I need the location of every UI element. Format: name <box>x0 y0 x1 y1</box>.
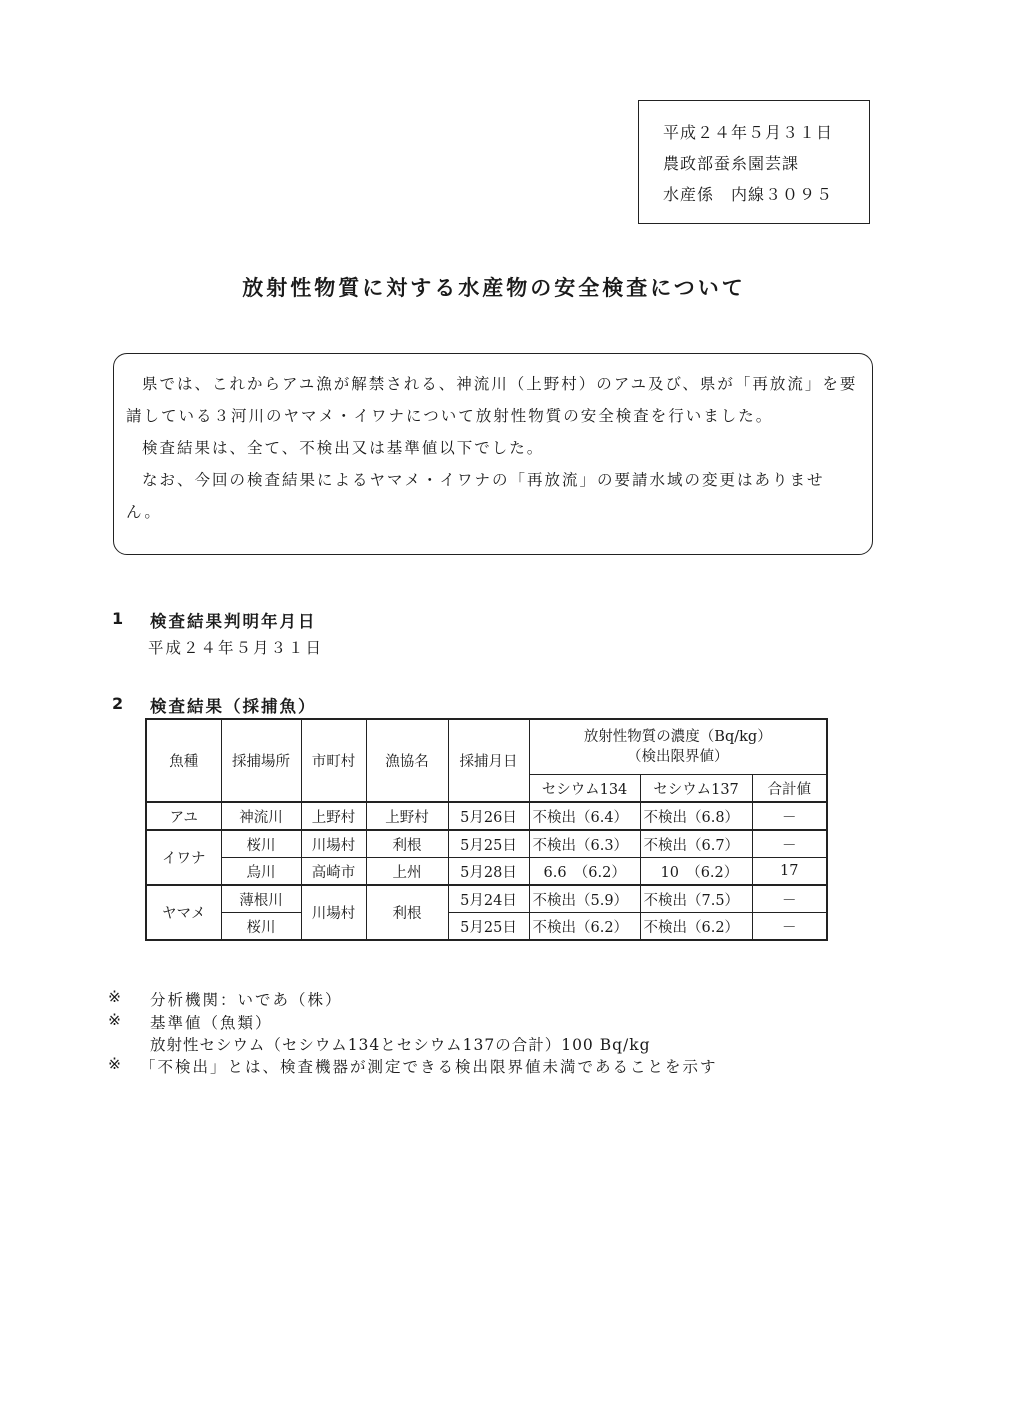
table-row <box>146 885 827 913</box>
document-title: 放射性物質に対する水産物の安全検査について <box>242 276 746 300</box>
header-concentration-label: 放射性物質の濃度（Bq/kg） <box>583 729 772 745</box>
municipality-cell: 川場村 <box>301 830 366 858</box>
summary-paragraph-3: なお、今回の検査結果によるヤマメ・イワナの「再放流」の要請水域の変更はありません。 <box>126 471 825 521</box>
header-location: 採捕場所 <box>221 719 301 802</box>
location-cell: 桜川 <box>221 830 301 858</box>
note-mark: ※ <box>108 1011 121 1029</box>
location-cell: 桜川 <box>221 913 301 941</box>
cs137-cell: 不検出（6.2） <box>640 913 752 941</box>
coop-cell: 上州 <box>366 858 448 886</box>
table-row <box>146 858 827 886</box>
note-not-detected: 「不検出」とは、検査機器が測定できる検出限界値未満であることを示す <box>140 1058 718 1076</box>
species-cell: イワナ <box>146 830 221 885</box>
section-1-value: 平成２４年５月３１日 <box>148 639 324 657</box>
coop-cell: 上野村 <box>366 802 448 830</box>
header-municipality: 市町村 <box>301 719 366 802</box>
header-info-box <box>638 100 870 224</box>
municipality-cell: 川場村 <box>301 885 366 940</box>
cs134-cell: 不検出（6.3） <box>529 830 640 858</box>
header-cs134: セシウム134 <box>529 775 640 803</box>
municipality-cell: 上野村 <box>301 802 366 830</box>
header-contact: 水産係 内線３０９５ <box>663 185 834 204</box>
total-cell: 17 <box>752 858 827 886</box>
cs134-cell: 不検出（6.2） <box>529 913 640 941</box>
cs137-cell: 10 （6.2） <box>640 858 752 886</box>
total-cell: － <box>752 913 827 941</box>
section-2-number: 2 <box>112 694 124 713</box>
date-cell: 5月24日 <box>448 885 529 913</box>
summary-paragraph-2: 検査結果は、全て、不検出又は基準値以下でした。 <box>142 439 545 457</box>
note-lab: 分析機関：いであ（株） <box>150 991 343 1009</box>
table-row <box>146 802 827 830</box>
header-cs137: セシウム137 <box>640 775 752 803</box>
header-species: 魚種 <box>146 719 221 802</box>
date-cell: 5月28日 <box>448 858 529 886</box>
date-cell: 5月25日 <box>448 830 529 858</box>
species-cell: アユ <box>146 802 221 830</box>
total-cell: － <box>752 830 827 858</box>
header-date: 平成２４年５月３１日 <box>663 123 834 142</box>
summary-paragraph-1: 県では、これからアユ漁が解禁される、神流川（上野村）のアユ及び、県が「再放流」を要請している３河川のヤマメ・イワナについて放射性物質の安全検査を行いました。 <box>126 375 858 425</box>
cs134-cell: 不検出（6.4） <box>529 802 640 830</box>
header-date: 採捕月日 <box>448 719 529 802</box>
cs137-cell: 不検出（6.8） <box>640 802 752 830</box>
coop-cell: 利根 <box>366 885 448 940</box>
header-concentration <box>529 719 827 775</box>
note-standard-value: 放射性セシウム（セシウム134とセシウム137の合計）100 Bq/kg <box>150 1036 651 1054</box>
header-total: 合計値 <box>752 775 827 803</box>
total-cell: － <box>752 885 827 913</box>
location-cell: 烏川 <box>221 858 301 886</box>
cs134-cell: 6.6 （6.2） <box>529 858 640 886</box>
note-standard-heading: 基準値（魚類） <box>150 1014 273 1032</box>
note-mark: ※ <box>108 1055 121 1073</box>
header-department: 農政部蚕糸園芸課 <box>663 154 800 173</box>
note-mark: ※ <box>108 988 121 1006</box>
coop-cell: 利根 <box>366 830 448 858</box>
document-title-row <box>0 272 1020 302</box>
municipality-cell: 高崎市 <box>301 858 366 886</box>
section-1-heading: 検査結果判明年月日 <box>150 612 317 631</box>
header-coop: 漁協名 <box>366 719 448 802</box>
header-detection-limit-label: （検出限界値） <box>627 749 729 765</box>
species-cell: ヤマメ <box>146 885 221 940</box>
location-cell: 神流川 <box>221 802 301 830</box>
location-cell: 薄根川 <box>221 885 301 913</box>
table-row <box>146 913 827 941</box>
results-table <box>145 718 828 941</box>
cs134-cell: 不検出（5.9） <box>529 885 640 913</box>
table-header-row <box>146 719 827 775</box>
section-2-heading: 検査結果（採捕魚） <box>150 697 317 716</box>
table-row <box>146 830 827 858</box>
total-cell: － <box>752 802 827 830</box>
date-cell: 5月25日 <box>448 913 529 941</box>
summary-box <box>113 353 873 555</box>
section-1-number: 1 <box>112 609 124 628</box>
cs137-cell: 不検出（7.5） <box>640 885 752 913</box>
cs137-cell: 不検出（6.7） <box>640 830 752 858</box>
date-cell: 5月26日 <box>448 802 529 830</box>
